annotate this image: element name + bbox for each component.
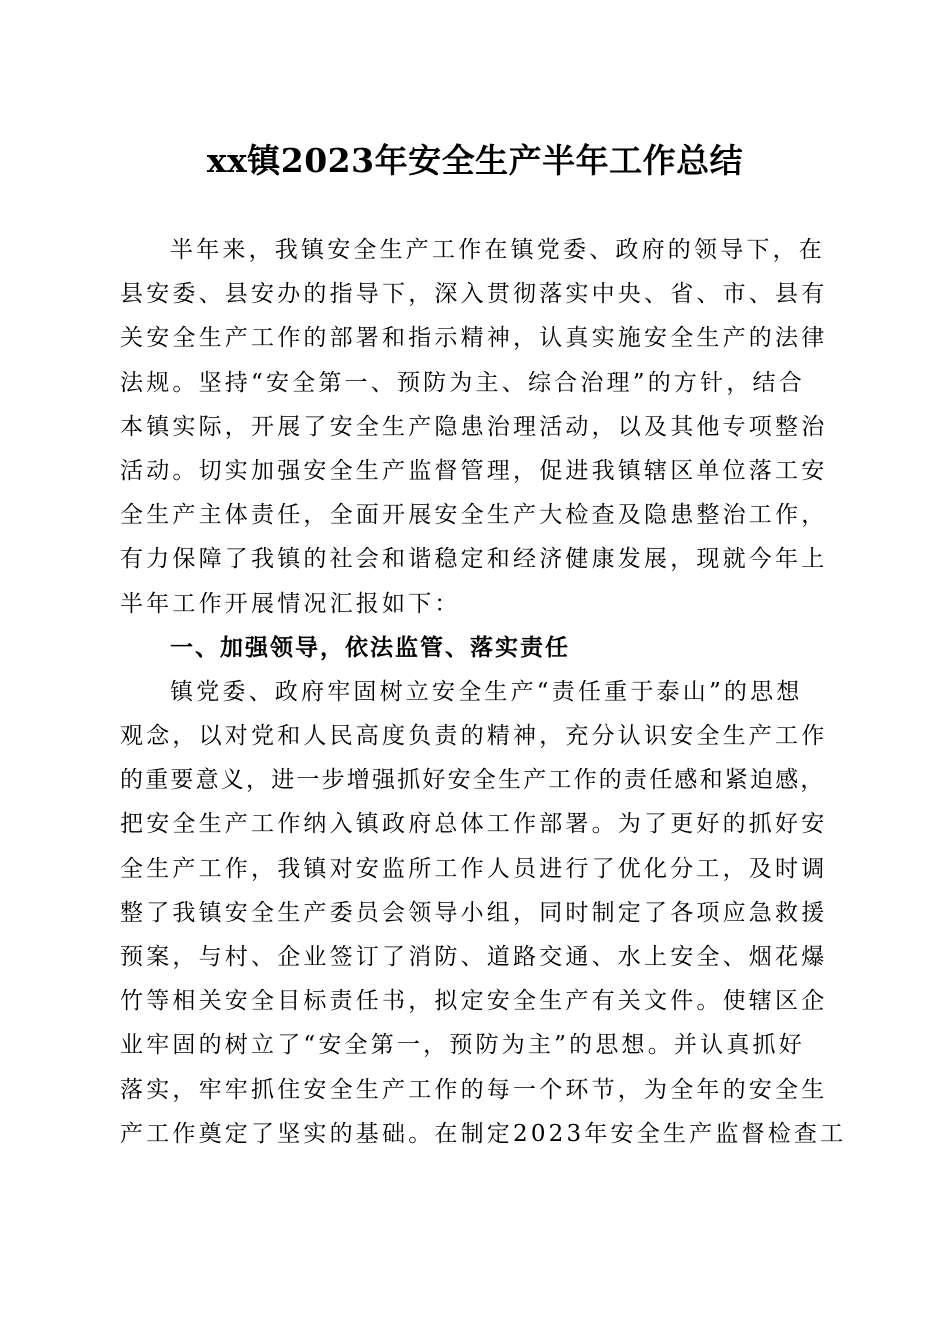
paragraph-1-line-4: 法规。坚持“安全第一、预防为主、综合治理”的方针，结合 xyxy=(120,369,805,396)
paragraph-1-line-7: 全生产主体责任，全面开展安全生产大检查及隐患整治工作， xyxy=(120,502,828,529)
paragraph-2-line-6: 整了我镇安全生产委员会领导小组，同时制定了各项应急救援 xyxy=(120,899,828,926)
paragraph-2-line-5: 全生产工作，我镇对安监所工作人员进行了优化分工，及时调 xyxy=(120,855,828,882)
paragraph-2-line-2: 观念，以对党和人民高度负责的精神，充分认识安全生产工作 xyxy=(120,723,828,750)
document-body xyxy=(120,228,847,1156)
paragraph-1-line-8: 有力保障了我镇的社会和谐稳定和经济健康发展，现就今年上 xyxy=(120,546,828,573)
section-heading-1: 一、加强领导，依法监管、落实责任 xyxy=(170,634,570,661)
paragraph-2-line-4: 把安全生产工作纳入镇政府总体工作部署。为了更好的抓好安 xyxy=(120,811,828,838)
paragraph-1-line-1: 半年来，我镇安全生产工作在镇党委、政府的领导下，在 xyxy=(170,237,825,263)
paragraph-1-line-3: 关安全生产工作的部署和指示精神，认真实施安全生产的法律 xyxy=(120,325,828,352)
document-title: xx镇2023年安全生产半年工作总结 xyxy=(206,141,744,180)
paragraph-2-line-10: 落实，牢牢抓住安全生产工作的每一个环节，为全年的安全生 xyxy=(120,1076,828,1103)
paragraph-2-line-7: 预案，与村、企业签订了消防、道路交通、水上安全、烟花爆 xyxy=(120,944,828,970)
paragraph-2-line-8: 竹等相关安全目标责任书，拟定安全生产有关文件。使辖区企 xyxy=(120,988,828,1015)
paragraph-2-line-3: 的重要意义，进一步增强抓好安全生产工作的责任感和紧迫感， xyxy=(120,767,826,794)
paragraph-2-line-11: 产工作奠定了坚实的基础。在制定2023年安全生产监督检查工 xyxy=(120,1120,847,1147)
paragraph-2-line-1: 镇党委、政府牢固树立安全生产“责任重于泰山”的思想 xyxy=(170,678,803,705)
paragraph-1-line-2: 县安委、县安办的指导下，深入贯彻落实中央、省、市、县有 xyxy=(120,281,828,308)
paragraph-2-line-9: 业牢固的树立了“安全第一，预防为主”的思想。并认真抓好 xyxy=(120,1032,805,1059)
paragraph-1-line-9: 半年工作开展情况汇报如下： xyxy=(120,590,461,617)
paragraph-1-line-5: 本镇实际，开展了安全生产隐患治理活动，以及其他专项整治 xyxy=(120,413,828,440)
paragraph-1-line-6: 活动。切实加强安全生产监督管理，促进我镇辖区单位落工安 xyxy=(120,457,828,484)
